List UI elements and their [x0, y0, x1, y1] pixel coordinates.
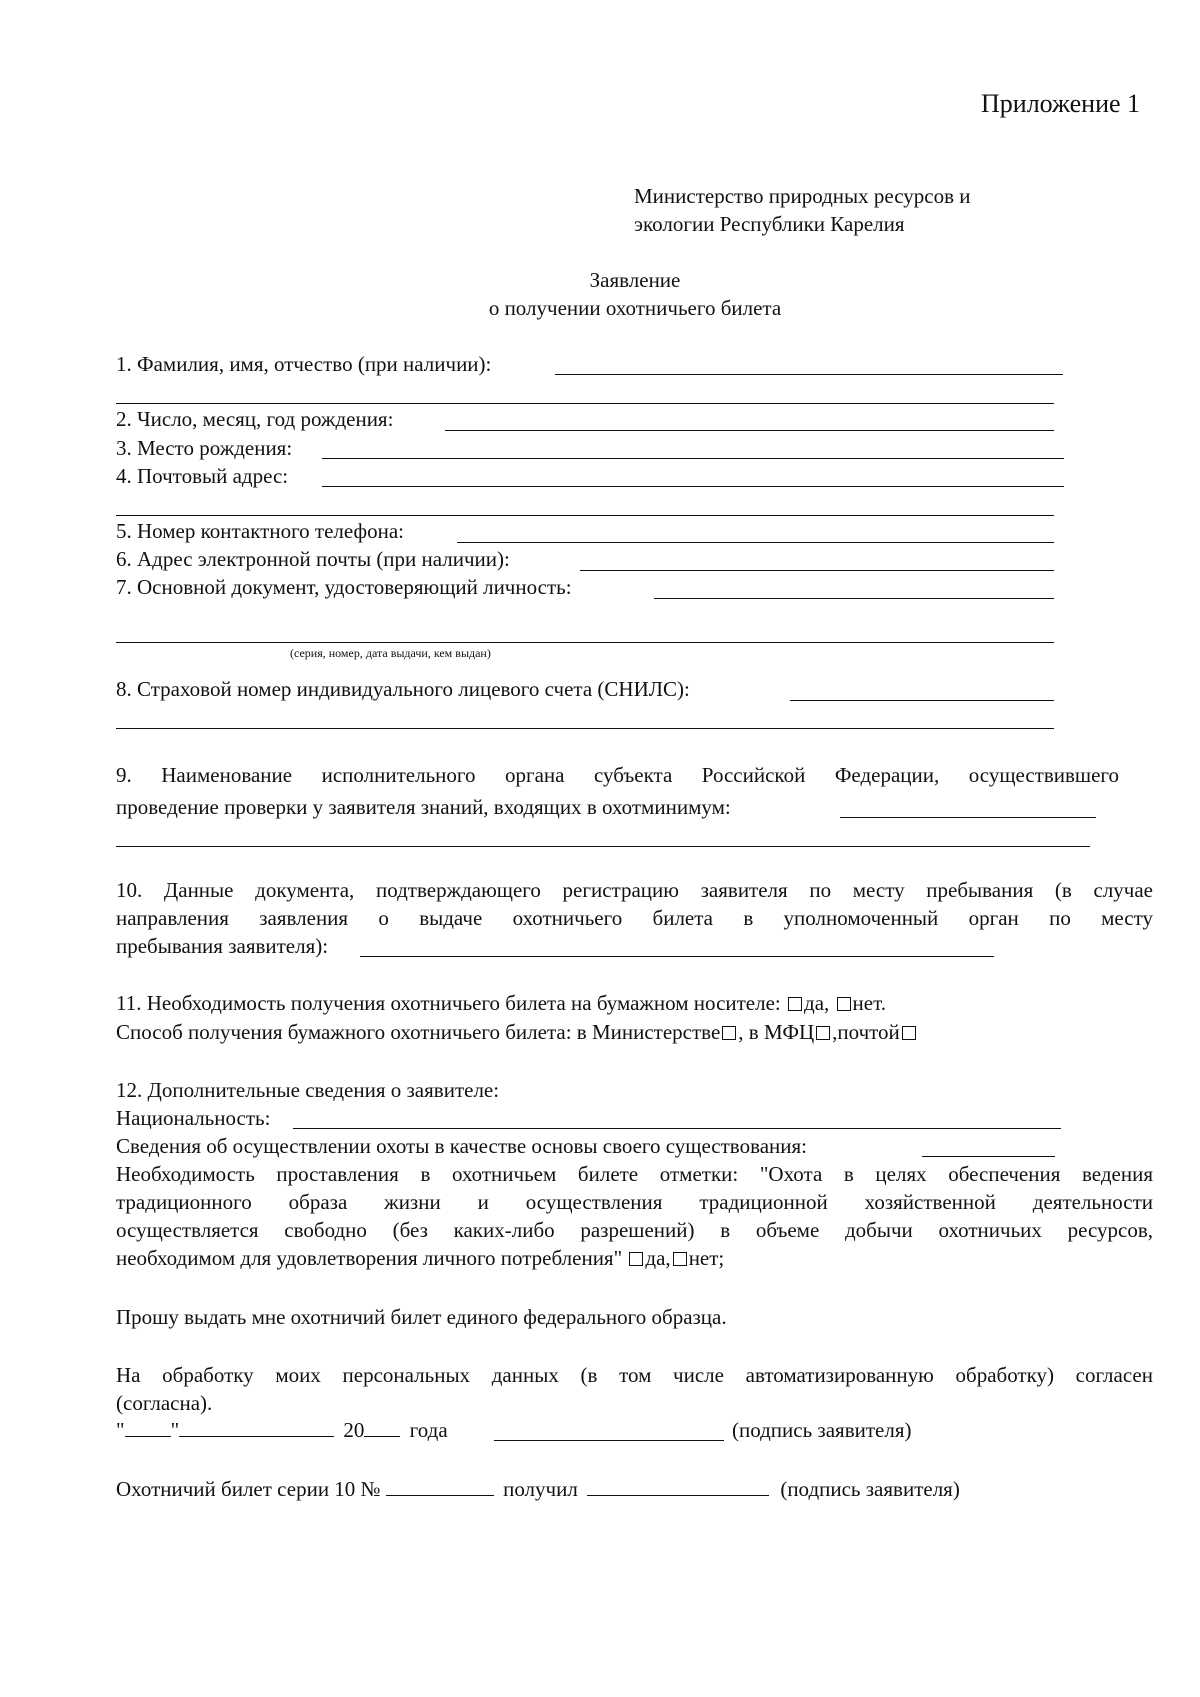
ministry-checkbox[interactable] — [722, 1026, 736, 1040]
field-label-hunting-basis: Сведения об осуществлении охоты в качестве основы своего существования: — [116, 1134, 808, 1158]
paper-no-checkbox[interactable] — [837, 997, 851, 1011]
delivery-method-question: Способ получения бумажного охотничьего билета: в Министерстве — [116, 1020, 721, 1044]
consent-signature-line[interactable] — [494, 1440, 724, 1441]
item12-mark-line-4 — [116, 1244, 724, 1272]
email-line[interactable] — [580, 570, 1054, 571]
month-blank[interactable] — [179, 1416, 334, 1437]
mail-checkbox[interactable] — [902, 1026, 916, 1040]
paper-no-label: нет. — [852, 991, 886, 1015]
mark-no-checkbox[interactable] — [673, 1252, 687, 1266]
appendix-label: Приложение 1 — [981, 89, 1141, 118]
mfc-label: , в МФЦ — [738, 1020, 815, 1044]
item11-line-2 — [116, 1018, 918, 1046]
field-label-birth-date: 2. Число, месяц, год рождения: — [116, 407, 394, 431]
receipt-signature-label: (подпись заявителя) — [780, 1477, 960, 1501]
ticket-number-blank[interactable] — [386, 1475, 494, 1496]
mark-yes-checkbox[interactable] — [629, 1252, 643, 1266]
field-label-nationality: Национальность: — [116, 1106, 271, 1130]
field-label-snils: 8. Страховой номер индивидуального лицевого счета (СНИЛС): — [116, 677, 690, 701]
ticket-request-text: Прошу выдать мне охотничий билет единого федерального образца. — [116, 1305, 727, 1329]
mark-yes-label: да, — [645, 1246, 671, 1270]
year-suffix: года — [409, 1418, 448, 1442]
document-title: Заявление — [589, 268, 681, 292]
item10-line-1: 10. Данные документа, подтверждающего регистрацию заявителя по месту пребывания (в случае — [116, 878, 1153, 902]
receipt-text: Охотничий билет серии 10 № — [116, 1477, 381, 1501]
field-label-email: 6. Адрес электронной почты (при наличии): — [116, 547, 510, 571]
consent-line-1: На обработку моих персональных данных (в том числе автоматизированную обработку) согласен — [116, 1363, 1153, 1387]
consent-line-2: (согласна). — [116, 1391, 213, 1415]
item9-line-1: 9. Наименование исполнительного органа субъекта Российской Федерации, осуществившего — [116, 763, 1119, 787]
snils-line[interactable] — [790, 700, 1054, 701]
mfc-checkbox[interactable] — [816, 1026, 830, 1040]
year-prefix: 20 — [343, 1418, 365, 1442]
snils-line-2[interactable] — [116, 728, 1054, 729]
mark-no-label: нет; — [688, 1246, 725, 1270]
paper-ticket-question: 11. Необходимость получения охотничьего билета на бумажном носителе: — [116, 991, 781, 1015]
postal-address-line-2[interactable] — [116, 515, 1054, 516]
field-label-postal-address: 4. Почтовый адрес: — [116, 464, 289, 488]
receipt-signature-blank[interactable] — [587, 1475, 769, 1496]
received-label: получил — [503, 1477, 578, 1501]
addressee-line-2: экологии Республики Карелия — [634, 212, 905, 236]
phone-line[interactable] — [457, 542, 1054, 543]
birth-date-line[interactable] — [445, 430, 1054, 431]
addressee-line-1: Министерство природных ресурсов и — [634, 184, 971, 208]
consent-signature-label: (подпись заявителя) — [732, 1418, 912, 1442]
item12-mark-line-3: осуществляется свободно (без каких-либо разрешений) в объеме добычи охотничьих ресурсов, — [116, 1218, 1153, 1242]
field-label-full-name: 1. Фамилия, имя, отчество (при наличии): — [116, 352, 492, 376]
mark-question-end: необходимом для удовлетворения личного потребления" — [116, 1246, 623, 1270]
field-label-phone: 5. Номер контактного телефона: — [116, 519, 404, 543]
date-row — [116, 1416, 448, 1444]
identity-document-line-2[interactable] — [116, 642, 1054, 643]
identity-document-line[interactable] — [654, 598, 1054, 599]
item9-line-2: проведение проверки у заявителя знаний, входящих в охотминимум: — [116, 795, 731, 819]
hunting-exam-authority-line[interactable] — [840, 817, 1096, 818]
mail-label: ,почтой — [832, 1020, 900, 1044]
nationality-line[interactable] — [293, 1128, 1061, 1129]
document-subtitle: о получении охотничьего билета — [488, 296, 782, 320]
item12-mark-line-2: традиционного образа жизни и осуществления традиционной хозяйственной деятельности — [116, 1190, 1153, 1214]
day-blank[interactable] — [125, 1416, 171, 1437]
hunting-exam-authority-line-2[interactable] — [116, 846, 1090, 847]
item10-line-3: пребывания заявителя): — [116, 934, 329, 958]
full-name-line-2[interactable] — [116, 403, 1054, 404]
quote-open: " — [116, 1418, 125, 1442]
item10-line-2: направления заявления о выдаче охотничьего билета в уполномоченный орган по месту — [116, 906, 1153, 930]
item12-heading: 12. Дополнительные сведения о заявителе: — [116, 1078, 500, 1102]
birth-place-line[interactable] — [322, 458, 1064, 459]
full-name-line[interactable] — [555, 374, 1063, 375]
identity-document-hint: (серия, номер, дата выдачи, кем выдан) — [290, 646, 491, 660]
receipt-row — [116, 1475, 960, 1503]
field-label-birth-place: 3. Место рождения: — [116, 436, 293, 460]
field-label-identity-document: 7. Основной документ, удостоверяющий личность: — [116, 575, 572, 599]
quote-close: " — [170, 1418, 180, 1442]
item11-line-1 — [116, 989, 886, 1017]
item12-mark-line-1: Необходимость проставления в охотничьем билете отметки: "Охота в целях обеспечения ведения — [116, 1162, 1153, 1186]
registration-document-line[interactable] — [360, 956, 994, 957]
paper-yes-label: да, — [804, 991, 830, 1015]
hunting-basis-line[interactable] — [922, 1156, 1055, 1157]
year-blank[interactable] — [364, 1416, 400, 1437]
paper-yes-checkbox[interactable] — [788, 997, 802, 1011]
postal-address-line[interactable] — [322, 486, 1064, 487]
